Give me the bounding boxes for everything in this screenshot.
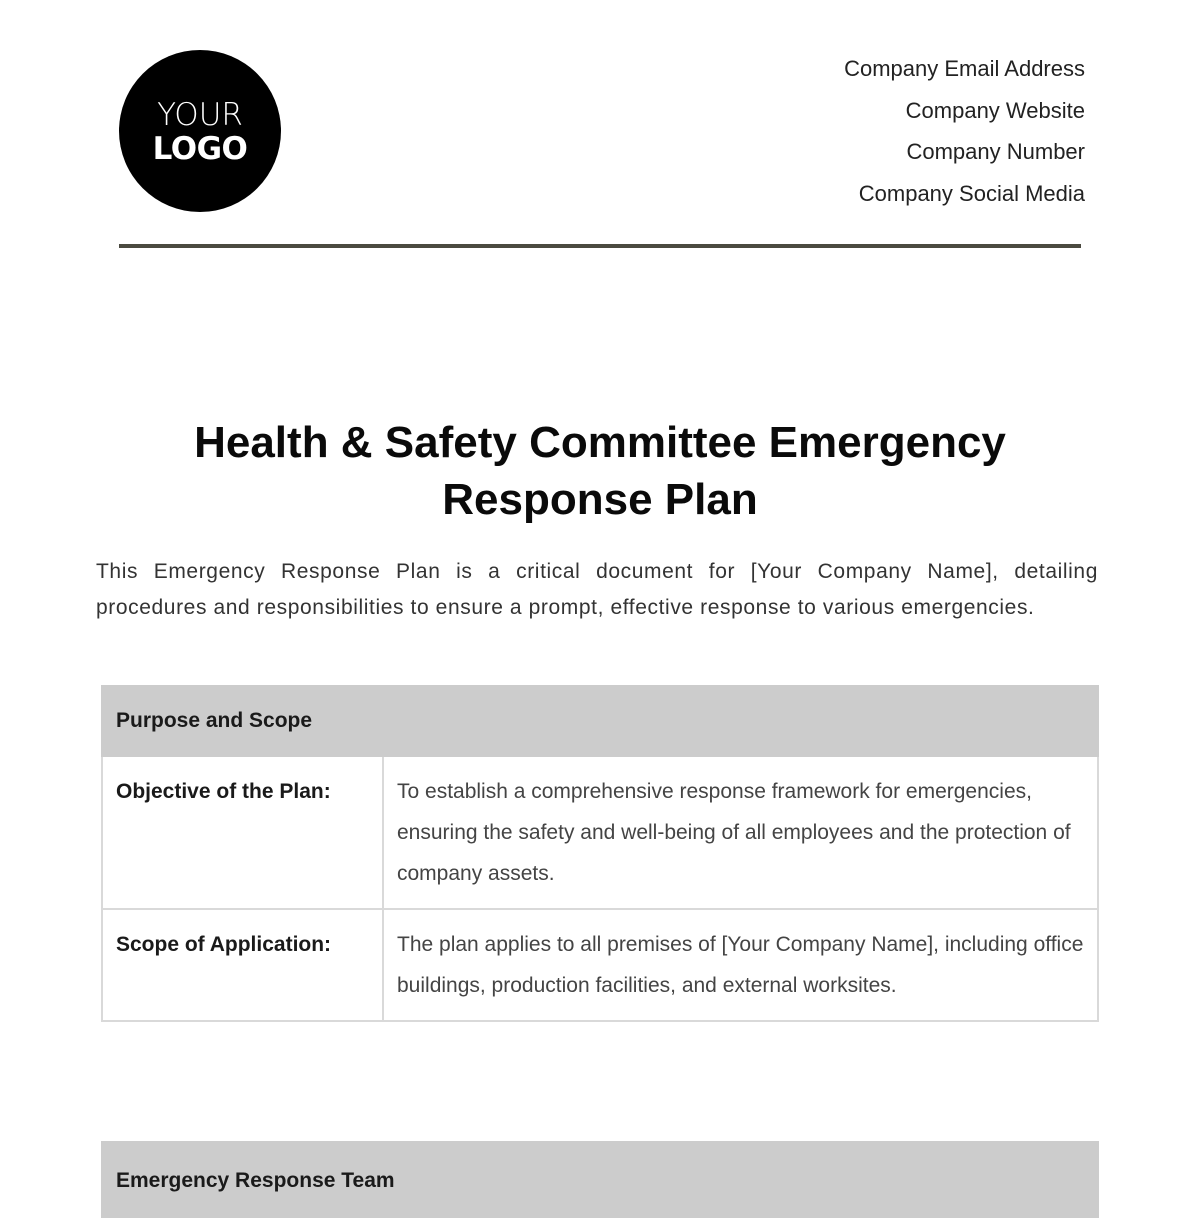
table-row xyxy=(102,909,1098,1021)
section-heading: Purpose and Scope xyxy=(102,686,1098,756)
row-label: Objective of the Plan: xyxy=(102,756,383,909)
row-value: To establish a comprehensive response framework for emergencies, ensuring the safety and well-being of all employees and the protection of company assets. xyxy=(383,756,1098,909)
header-divider xyxy=(119,244,1081,248)
table-row xyxy=(102,756,1098,909)
emergency-response-team-table xyxy=(101,1141,1099,1218)
purpose-scope-table xyxy=(101,685,1099,1022)
logo-line-2: LOGO xyxy=(152,130,248,167)
intro-paragraph: This Emergency Response Plan is a critical document for [Your Company Name], detailing procedures and responsibilities to ensure a prompt, effective response to various emergencies. xyxy=(96,560,1098,619)
company-logo xyxy=(119,50,281,212)
company-number: Company Number xyxy=(906,139,1085,165)
logo-line-1: YOUR xyxy=(157,96,243,133)
page-title: Health & Safety Committee Emergency Response Plan xyxy=(194,418,1006,524)
company-social-media: Company Social Media xyxy=(858,181,1085,207)
company-website: Company Website xyxy=(905,97,1085,123)
row-label: Scope of Application: xyxy=(102,909,383,1021)
row-value: The plan applies to all premises of [Your Company Name], including office buildings, production facilities, and external worksites. xyxy=(383,909,1098,1021)
company-email: Company Email Address xyxy=(844,56,1085,81)
page-title-wrapper xyxy=(0,414,1200,528)
section-heading: Emergency Response Team xyxy=(102,1142,1098,1217)
company-contact-info xyxy=(844,54,1085,221)
